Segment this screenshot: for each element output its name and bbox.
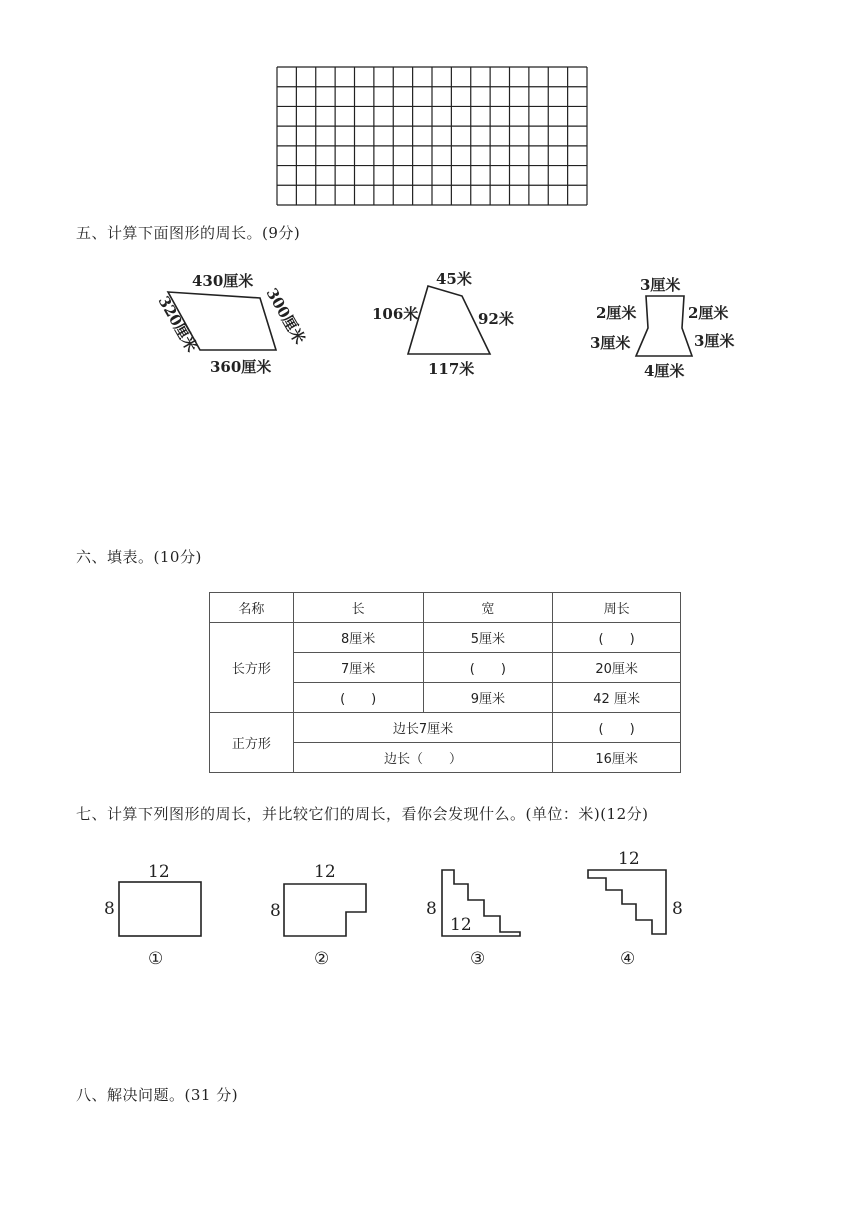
figure-2-top-label: 12 bbox=[314, 862, 336, 882]
figure-3-staircase bbox=[420, 856, 540, 972]
figure-3-number: ③ bbox=[470, 949, 486, 969]
vase-left-upper-label: 2厘米 bbox=[596, 304, 637, 322]
parallelogram-left-label: 320厘米 bbox=[154, 293, 201, 356]
figure-1-top-label: 12 bbox=[148, 862, 170, 882]
figure-4-side-label: 8 bbox=[672, 899, 683, 919]
answer-blank[interactable]: 边长（ ） bbox=[293, 743, 552, 773]
table-cell: 16厘米 bbox=[553, 743, 681, 773]
header-width: 宽 bbox=[423, 593, 553, 623]
header-length: 长 bbox=[293, 593, 423, 623]
answer-blank[interactable]: ( ) bbox=[293, 683, 423, 713]
answer-blank[interactable]: ( ) bbox=[553, 623, 681, 653]
vase-top-label: 3厘米 bbox=[640, 276, 681, 294]
vase-left-lower-label: 3厘米 bbox=[590, 334, 631, 352]
quadrilateral-top-label: 45米 bbox=[436, 270, 472, 288]
header-perimeter: 周长 bbox=[553, 593, 681, 623]
table-cell: 边长7厘米 bbox=[293, 713, 552, 743]
figure-2-number: ② bbox=[314, 949, 330, 969]
table-cell: 8厘米 bbox=[293, 623, 423, 653]
parallelogram-right-label: 300厘米 bbox=[262, 285, 309, 348]
rectangle-label: 长方形 bbox=[210, 623, 294, 713]
header-name: 名称 bbox=[210, 593, 294, 623]
parallelogram-top-label: 430厘米 bbox=[192, 272, 254, 290]
vase-figure bbox=[586, 270, 746, 386]
figure-1-number: ① bbox=[148, 949, 164, 969]
figure-3-bottom-label: 12 bbox=[450, 915, 472, 935]
quadrilateral-bottom-label: 117米 bbox=[428, 360, 475, 378]
table-cell: 20厘米 bbox=[553, 653, 681, 683]
figure-3-side-label: 8 bbox=[426, 899, 437, 919]
figure-4-number: ④ bbox=[620, 949, 636, 969]
table-cell: 42 厘米 bbox=[553, 683, 681, 713]
table-header-row bbox=[210, 593, 681, 623]
answer-blank[interactable]: ( ) bbox=[423, 653, 553, 683]
section-6-title: 六、填表。(10分) bbox=[76, 548, 202, 566]
square-label: 正方形 bbox=[210, 713, 294, 773]
table-cell: 9厘米 bbox=[423, 683, 553, 713]
figure-1-side-label: 8 bbox=[104, 899, 115, 919]
figure-2-notched-rectangle bbox=[266, 856, 386, 972]
quadrilateral-right-label: 92米 bbox=[478, 310, 514, 328]
fill-table bbox=[209, 592, 681, 773]
figure-1-rectangle bbox=[98, 856, 218, 972]
section-7-title: 七、计算下列图形的周长，并比较它们的周长，看你会发现什么。(单位：米)(12分) bbox=[76, 805, 649, 823]
vase-right-lower-label: 3厘米 bbox=[694, 332, 735, 350]
table-cell: 5厘米 bbox=[423, 623, 553, 653]
figure-4-top-label: 12 bbox=[618, 849, 640, 869]
table-cell: 7厘米 bbox=[293, 653, 423, 683]
vase-bottom-label: 4厘米 bbox=[644, 362, 685, 380]
quadrilateral-left-label: 106米 bbox=[372, 305, 419, 323]
parallelogram-bottom-label: 360厘米 bbox=[210, 358, 272, 376]
quadrilateral-figure bbox=[366, 266, 526, 382]
section-5-title: 五、计算下面图形的周长。(9分) bbox=[76, 224, 301, 242]
table-row bbox=[210, 623, 681, 653]
parallelogram-figure bbox=[140, 262, 310, 382]
vase-right-upper-label: 2厘米 bbox=[688, 304, 729, 322]
section-8-title: 八、解决问题。(31 分) bbox=[76, 1086, 239, 1104]
answer-blank[interactable]: ( ) bbox=[553, 713, 681, 743]
figure-4-staircase bbox=[580, 846, 700, 972]
table-row bbox=[210, 713, 681, 743]
square-grid bbox=[276, 66, 588, 206]
figure-2-side-label: 8 bbox=[270, 901, 281, 921]
